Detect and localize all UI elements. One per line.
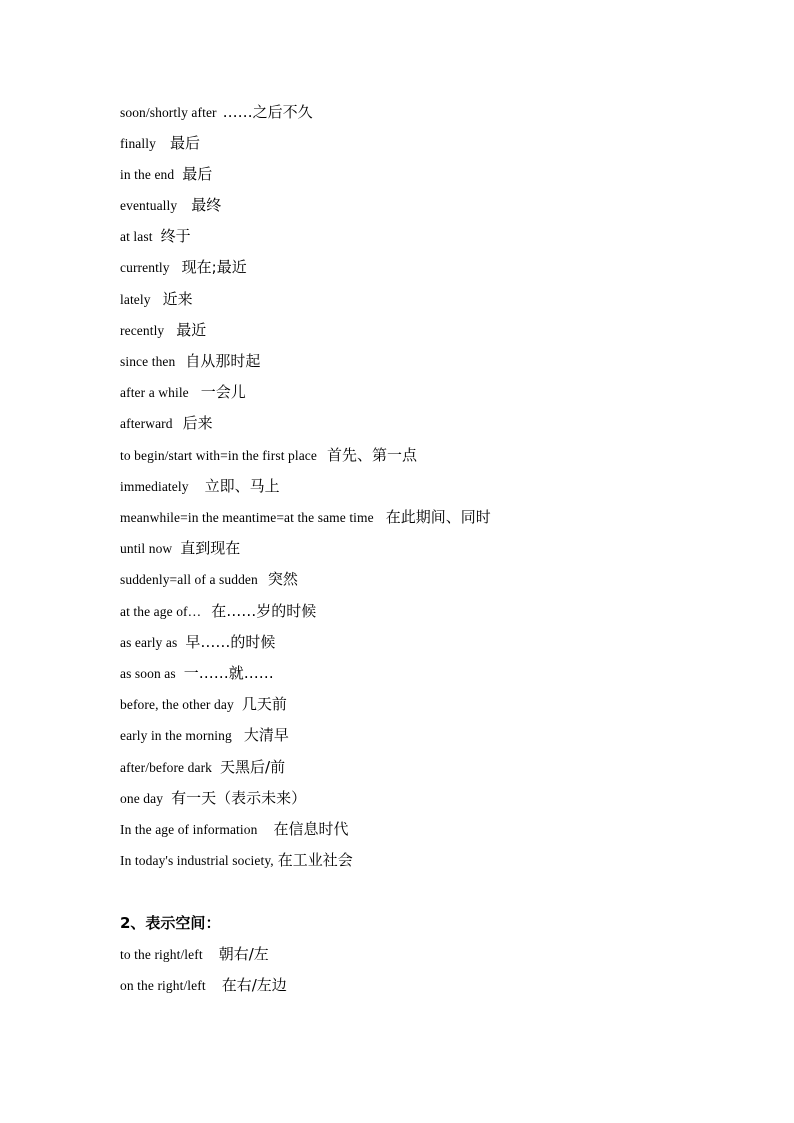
list-item (120, 724, 289, 746)
list-item (120, 381, 246, 403)
chinese-meaning: 直到现在 (180, 539, 241, 557)
english-phrase: since then (120, 354, 176, 369)
chinese-meaning: 一会儿 (200, 383, 246, 401)
chinese-meaning: 在此期间、同时 (385, 508, 491, 526)
list-item (120, 568, 298, 590)
english-phrase: recently (120, 323, 165, 338)
english-phrase: In the age of information (120, 822, 258, 837)
list-item (120, 631, 275, 653)
list-item (120, 132, 200, 154)
list-item (120, 506, 491, 528)
list-item (120, 225, 191, 247)
english-phrase: before, the other day (120, 697, 234, 712)
english-phrase: finally (120, 136, 156, 151)
list-item (120, 194, 221, 216)
chinese-meaning: 在右/左边 (221, 976, 287, 994)
chinese-meaning: 突然 (267, 570, 298, 588)
list-item (120, 849, 353, 871)
english-phrase: meanwhile=in the meantime=at the same time (120, 510, 374, 525)
english-phrase: until now (120, 541, 173, 556)
list-item (120, 974, 287, 996)
english-phrase: in the end (120, 167, 175, 182)
english-phrase: In today's industrial society, (120, 853, 274, 868)
english-phrase: currently (120, 260, 170, 275)
section-heading: 2、表示空间： (120, 914, 221, 932)
list-item (120, 163, 212, 185)
english-phrase: suddenly=all of a sudden (120, 572, 258, 587)
list-item (120, 412, 213, 434)
list-item (120, 662, 274, 684)
english-phrase: after/before dark (120, 760, 213, 775)
list-item (120, 537, 240, 559)
chinese-meaning: 几天前 (241, 695, 287, 713)
chinese-meaning: 最后 (182, 165, 213, 183)
list-item (120, 787, 306, 809)
english-phrase: eventually (120, 198, 178, 213)
list-item (120, 818, 348, 840)
chinese-meaning: ……之后不久 (222, 103, 313, 121)
chinese-meaning: 终于 (160, 227, 191, 245)
chinese-meaning: 大清早 (243, 726, 289, 744)
chinese-meaning: 在工业社会 (277, 851, 353, 869)
chinese-meaning: 现在;最近 (181, 258, 247, 276)
chinese-meaning: 朝右/左 (218, 945, 269, 963)
chinese-meaning: 自从那时起 (185, 352, 261, 370)
english-phrase: early in the morning (120, 728, 232, 743)
chinese-meaning: 在……岁的时候 (211, 602, 317, 620)
english-phrase: to begin/start with=in the first place (120, 448, 317, 463)
english-phrase: one day (120, 791, 164, 806)
english-phrase: to the right/left (120, 947, 203, 962)
english-phrase: after a while (120, 385, 189, 400)
chinese-meaning: 首先、第一点 (327, 446, 418, 464)
list-item (120, 600, 316, 622)
list-item (120, 288, 193, 310)
chinese-meaning: 一……就…… (183, 664, 274, 682)
list-item (120, 693, 287, 715)
chinese-meaning: 最近 (176, 321, 207, 339)
english-phrase: soon/shortly after (120, 105, 217, 120)
list-item (120, 350, 260, 372)
english-phrase: as soon as (120, 666, 176, 681)
list-item (120, 756, 285, 778)
english-phrase: at last (120, 229, 153, 244)
list-item (120, 256, 247, 278)
chinese-meaning: 早……的时候 (185, 633, 276, 651)
list-item (120, 943, 269, 965)
chinese-meaning: 最后 (169, 134, 200, 152)
chinese-meaning: 后来 (182, 414, 213, 432)
chinese-meaning: 天黑后/前 (220, 758, 286, 776)
english-phrase: at the age of… (120, 604, 202, 619)
chinese-meaning: 在信息时代 (273, 820, 349, 838)
english-phrase: on the right/left (120, 978, 206, 993)
english-phrase: afterward (120, 416, 173, 431)
list-item (120, 475, 280, 497)
list-item (120, 101, 313, 123)
list-item (120, 319, 206, 341)
chinese-meaning: 立即、马上 (204, 477, 280, 495)
chinese-meaning: 最终 (191, 196, 222, 214)
list-item (120, 444, 417, 466)
chinese-meaning: 有一天（表示未来） (171, 789, 307, 807)
english-phrase: lately (120, 292, 151, 307)
english-phrase: as early as (120, 635, 178, 650)
english-phrase: immediately (120, 479, 189, 494)
chinese-meaning: 近来 (162, 290, 193, 308)
